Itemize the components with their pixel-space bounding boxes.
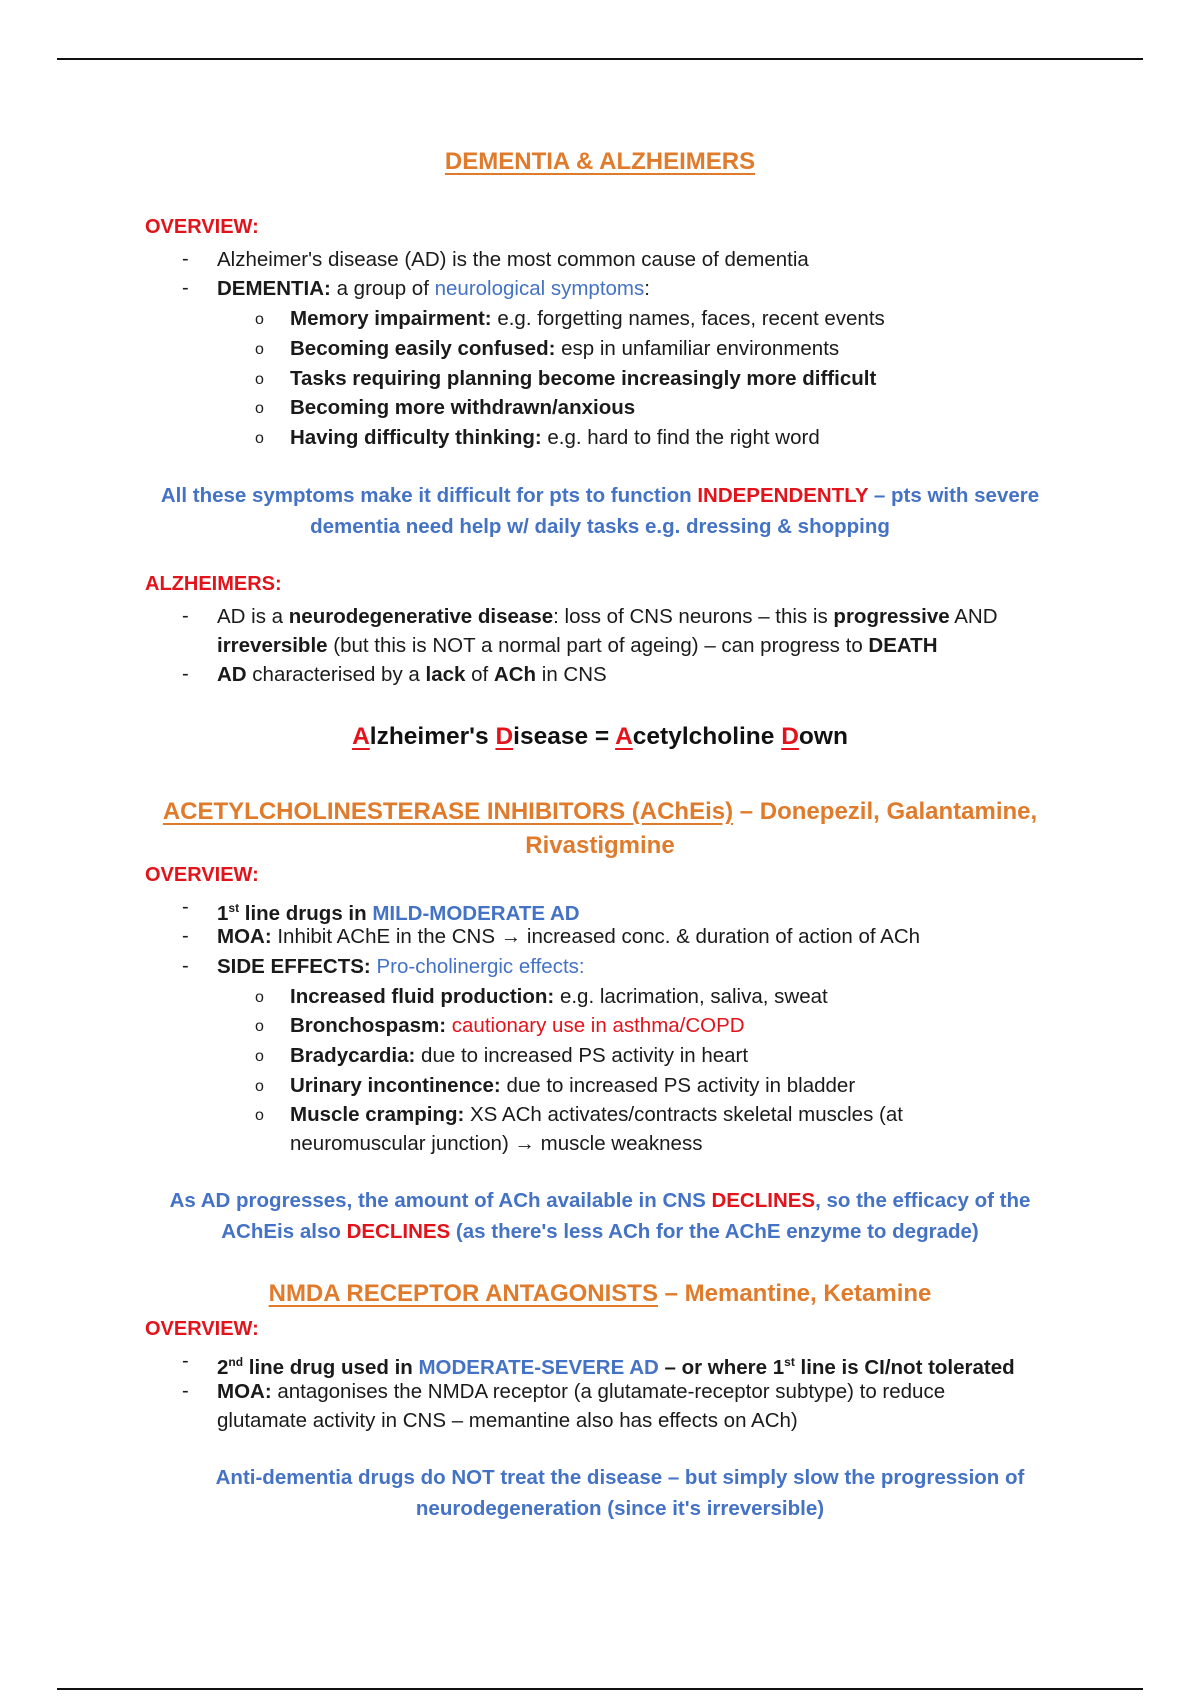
circle-bullet: o [255, 341, 264, 358]
circle-bullet: o [255, 430, 264, 447]
dash-bullet: - [182, 955, 189, 977]
alzheimers-label: ALZHEIMERS: [145, 573, 282, 595]
nmda-item: 2nd line drug used in MODERATE-SEVERE AD – or where 1st line is CI/not tolerated [217, 1355, 1015, 1379]
overview-item: Alzheimer's disease (AD) is the most common cause of dementia [217, 248, 809, 271]
circle-bullet: o [255, 311, 264, 328]
side-effect-item-continued: neuromuscular junction) → muscle weakness [290, 1132, 703, 1155]
alzheimers-item-continued: irreversible (but this is NOT a normal part of ageing) – can progress to DEATH [217, 634, 938, 657]
circle-bullet: o [255, 1018, 264, 1035]
nmda-item: MOA: antagonises the NMDA receptor (a glutamate-receptor subtype) to reduce [217, 1380, 946, 1403]
circle-bullet: o [255, 371, 264, 388]
callout-anti-dementia: Anti-dementia drugs do NOT treat the disease – but simply slow the progression of neurodegeneration (since it's irreversible) [215, 1466, 1025, 1520]
dash-bullet: - [182, 663, 189, 685]
dash-bullet: - [182, 896, 189, 918]
dash-bullet: - [182, 248, 189, 270]
nmda-section-title: NMDA RECEPTOR ANTAGONISTS – Memantine, Ketamine [268, 1280, 932, 1307]
circle-bullet: o [255, 1107, 264, 1124]
ache-item: MOA: Inhibit AChE in the CNS → increased conc. & duration of action of ACh [217, 925, 921, 948]
ache-item: SIDE EFFECTS: Pro-cholinergic effects: [217, 955, 585, 978]
dash-bullet: - [182, 1350, 189, 1372]
ache-section-title: ACETYLCHOLINESTERASE INHIBITORS (AChEis) – Donepezil, Galantamine, Rivastigmine [162, 798, 1038, 859]
alzheimers-item: AD characterised by a lack of ACh in CNS [217, 663, 607, 686]
symptom-item: Becoming easily confused: esp in unfamiliar environments [290, 337, 840, 360]
dash-bullet: - [182, 605, 189, 627]
callout-independence: All these symptoms make it difficult for pts to function INDEPENDENTLY – pts with severe dementia need help w/ daily tasks e.g. dressing & shopping [160, 484, 1040, 538]
dash-bullet: - [182, 277, 189, 299]
ache-item: 1st line drugs in MILD-MODERATE AD [217, 901, 580, 925]
header-rule [57, 58, 1143, 60]
symptom-item: Memory impairment: e.g. forgetting names, faces, recent events [290, 307, 885, 330]
mnemonic: Alzheimer's Disease = Acetylcholine Down [352, 723, 848, 750]
ache-overview-label: OVERVIEW: [145, 864, 259, 886]
symptom-item: Having difficulty thinking: e.g. hard to find the right word [290, 426, 820, 449]
dash-bullet: - [182, 1380, 189, 1402]
circle-bullet: o [255, 1078, 264, 1095]
side-effect-item: Bronchospasm: cautionary use in asthma/COPD [290, 1014, 745, 1037]
side-effect-item: Urinary incontinence: due to increased PS activity in bladder [290, 1074, 856, 1097]
side-effect-item: Increased fluid production: e.g. lacrimation, saliva, sweat [290, 985, 828, 1008]
symptom-item: Becoming more withdrawn/anxious [290, 396, 636, 419]
circle-bullet: o [255, 1048, 264, 1065]
symptom-item: Tasks requiring planning become increasingly more difficult [290, 367, 877, 390]
overview-label: OVERVIEW: [145, 216, 259, 238]
circle-bullet: o [255, 400, 264, 417]
side-effect-item: Muscle cramping: XS ACh activates/contracts skeletal muscles (at [290, 1103, 903, 1126]
nmda-overview-label: OVERVIEW: [145, 1318, 259, 1340]
alzheimers-item: AD is a neurodegenerative disease: loss of CNS neurons – this is progressive AND [217, 605, 998, 628]
side-effect-item: Bradycardia: due to increased PS activity in heart [290, 1044, 749, 1067]
page-title: DEMENTIA & ALZHEIMERS [444, 148, 756, 175]
overview-item: DEMENTIA: a group of neurological symptoms: [217, 277, 650, 300]
circle-bullet: o [255, 989, 264, 1006]
dash-bullet: - [182, 925, 189, 947]
callout-efficacy: As AD progresses, the amount of ACh available in CNS DECLINES, so the efficacy of the AChEis also DECLINES (as there's less ACh for the AChE enzyme to degrade) [169, 1189, 1031, 1243]
footer-rule [57, 1688, 1143, 1690]
nmda-item-continued: glutamate activity in CNS – memantine also has effects on ACh) [217, 1409, 798, 1432]
